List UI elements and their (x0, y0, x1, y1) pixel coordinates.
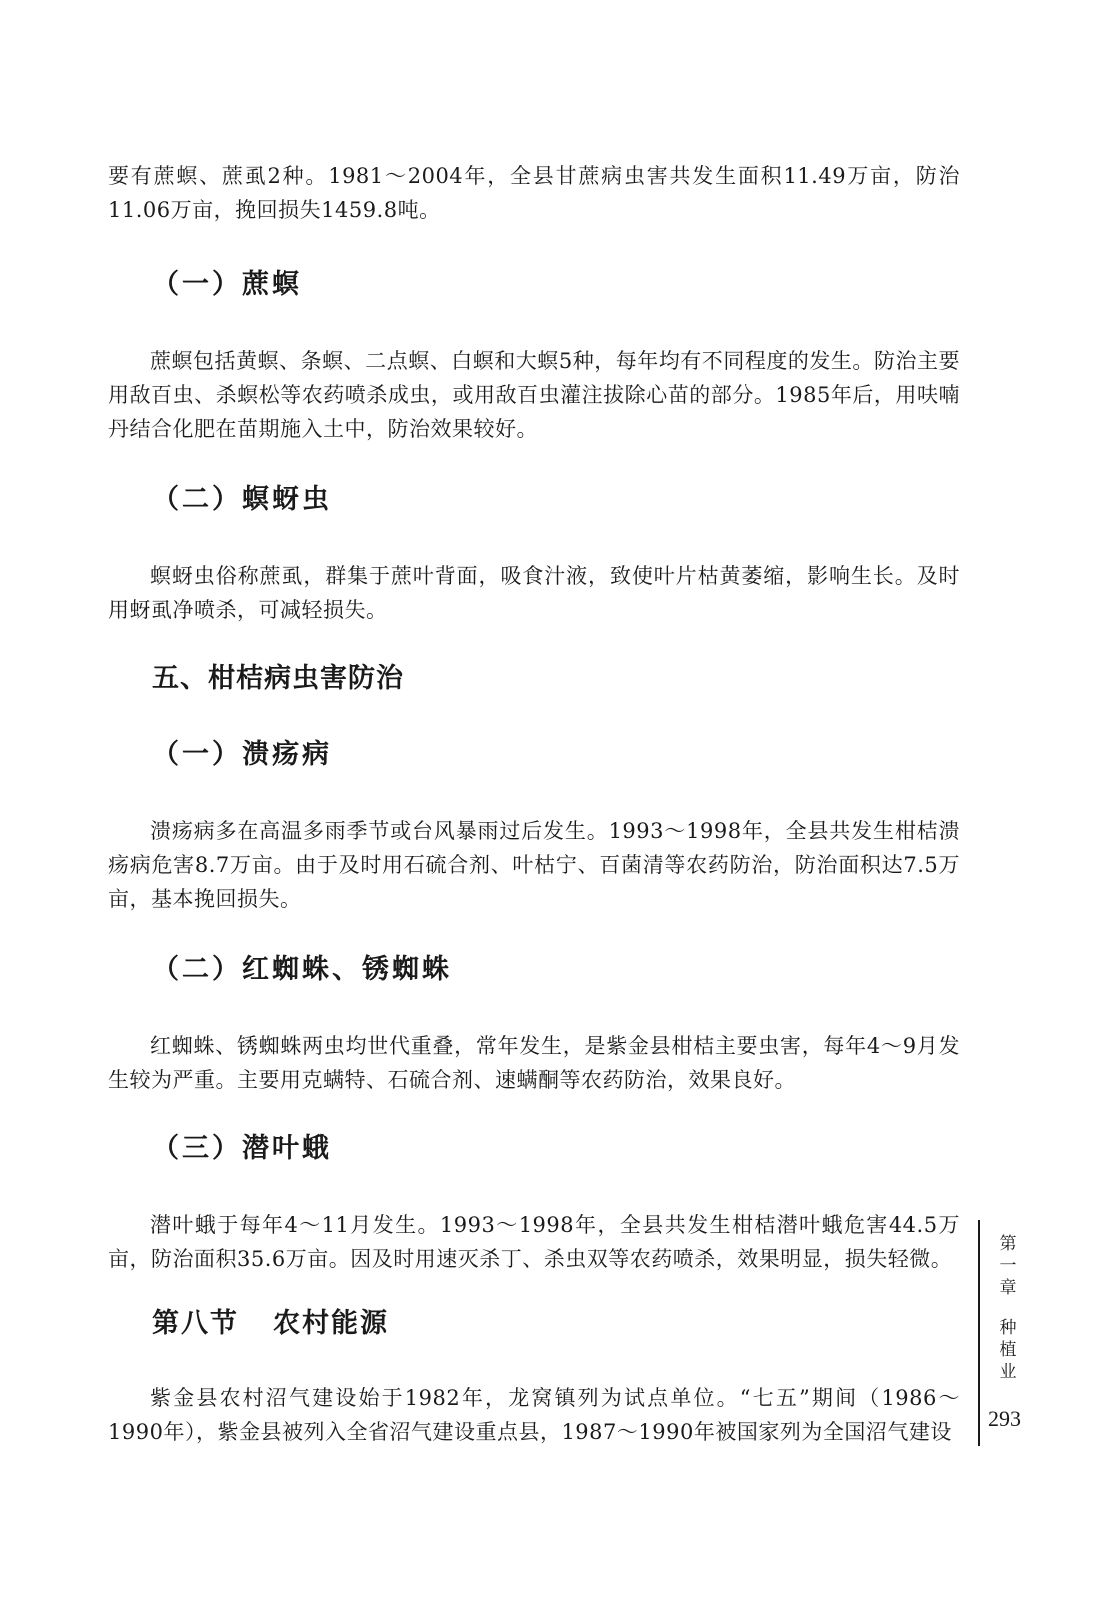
heading-spider-mites: （二）红蜘蛛、锈蜘蛛 (152, 954, 452, 985)
heading-leaf-miner: （三）潜叶蛾 (152, 1133, 332, 1164)
margin-divider (978, 1220, 980, 1446)
running-chapter-label (996, 1233, 1020, 1383)
section-title: 农村能源 (273, 1308, 389, 1339)
paragraph-canker: 溃疡病多在高温多雨季节或台风暴雨过后发生。1993～1998年，全县共发生柑桔溃疡病危害8.7万亩。由于及时用石硫合剂、叶枯宁、百菌清等农药防治，防治面积达7.5万亩，基本挽回损失。 (108, 819, 960, 911)
heading-rural-energy (152, 1307, 389, 1341)
paragraph-spider-mites: 红蜘蛛、锈蜘蛛两虫均世代重叠，常年发生，是紫金县柑桔主要虫害，每年4～9月发生较为严重。主要用克螨特、石硫合剂、速螨酮等农药防治，效果良好。 (108, 1034, 960, 1092)
heading-sugarcane-borer: （一）蔗螟 (152, 269, 302, 300)
heading-citrus-pest-control: 五、柑桔病虫害防治 (152, 663, 404, 694)
chapter-number-label: 第一章 (999, 1234, 1017, 1298)
paragraph-leaf-miner: 潜叶蛾于每年4～11月发生。1993～1998年，全县共发生柑桔潜叶蛾危害44.5万亩，防治面积35.6万亩。因及时用速灭杀丁、杀虫双等农药喷杀，效果明显，损失轻微。 (108, 1213, 960, 1271)
paragraph-rural-energy: 紫金县农村沼气建设始于1982年，龙窝镇列为试点单位。“七五”期间（1986～1990年），紫金县被列入全省沼气建设重点县，1987～1990年被国家列为全国沼气建设 (108, 1386, 960, 1444)
heading-aphid: （二）螟蚜虫 (152, 484, 332, 515)
chapter-title-label: 种植业 (999, 1318, 1017, 1382)
paragraph-aphid: 螟蚜虫俗称蔗虱，群集于蔗叶背面，吸食汁液，致使叶片枯黄萎缩，影响生长。及时用蚜虱净喷杀，可减轻损失。 (108, 564, 960, 622)
section-number: 第八节 (152, 1308, 239, 1339)
paragraph-sugarcane-borer: 蔗螟包括黄螟、条螟、二点螟、白螟和大螟5种，每年均有不同程度的发生。防治主要用敌百虫、杀螟松等农药喷杀成虫，或用敌百虫灌注拔除心苗的部分。1985年后，用呋喃丹结合化肥在苗期施入土中，防治效果较好。 (108, 349, 960, 441)
page-number: 293 (988, 1406, 1021, 1431)
heading-canker: （一）溃疡病 (152, 739, 332, 770)
paragraph-sugarcane-summary: 要有蔗螟、蔗虱2种。1981～2004年，全县甘蔗病虫害共发生面积11.49万亩，防治11.06万亩，挽回损失1459.8吨。 (108, 164, 960, 222)
